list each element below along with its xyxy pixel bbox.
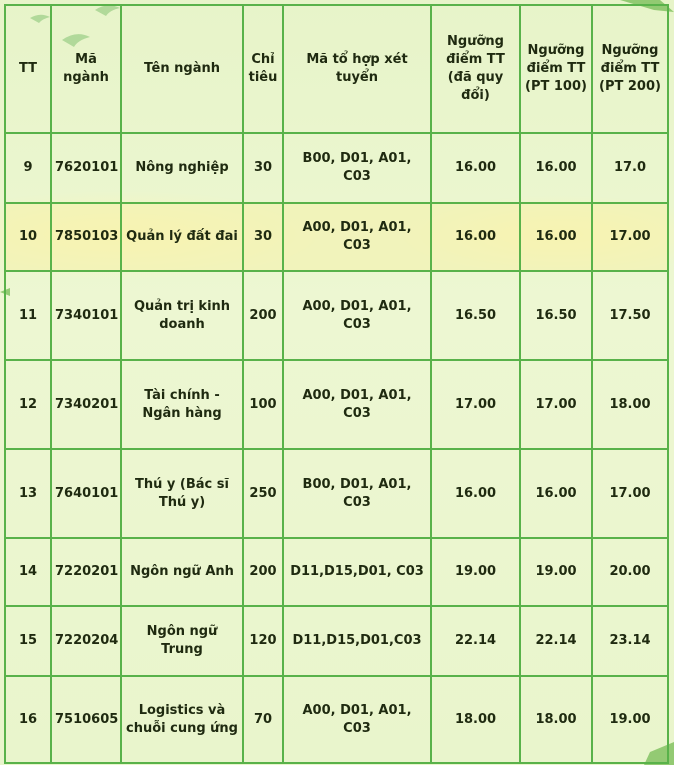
cell-nguong-pt200: 20.00 bbox=[592, 538, 668, 606]
cell-ten-nganh: Logistics và chuỗi cung ứng bbox=[121, 676, 243, 763]
cell-chi-tieu: 200 bbox=[243, 538, 283, 606]
cell-nguong-quy-doi: 16.00 bbox=[431, 449, 520, 538]
cell-chi-tieu: 30 bbox=[243, 203, 283, 271]
cell-ma-nganh: 7220204 bbox=[51, 606, 121, 676]
table-row bbox=[5, 449, 668, 538]
cell-nguong-pt200: 19.00 bbox=[592, 676, 668, 763]
cell-nguong-pt100: 16.50 bbox=[520, 271, 592, 360]
cell-ma-nganh: 7620101 bbox=[51, 133, 121, 203]
admission-threshold-table bbox=[4, 4, 669, 764]
col-header-ma-nganh: Mã ngành bbox=[51, 5, 121, 133]
cell-ma-nganh: 7220201 bbox=[51, 538, 121, 606]
cell-nguong-pt200: 17.0 bbox=[592, 133, 668, 203]
table-row bbox=[5, 606, 668, 676]
cell-ten-nganh: Ngôn ngữ Trung bbox=[121, 606, 243, 676]
cell-ma-nganh: 7640101 bbox=[51, 449, 121, 538]
cell-nguong-quy-doi: 22.14 bbox=[431, 606, 520, 676]
cell-tt: 10 bbox=[5, 203, 51, 271]
table-row bbox=[5, 538, 668, 606]
cell-nguong-pt100: 16.00 bbox=[520, 203, 592, 271]
cell-to-hop: A00, D01, A01, C03 bbox=[283, 676, 431, 763]
cell-ten-nganh: Tài chính - Ngân hàng bbox=[121, 360, 243, 449]
cell-nguong-pt200: 23.14 bbox=[592, 606, 668, 676]
table-header-row bbox=[5, 5, 668, 133]
cell-nguong-quy-doi: 19.00 bbox=[431, 538, 520, 606]
col-header-to-hop: Mã tổ hợp xét tuyển bbox=[283, 5, 431, 133]
table-row bbox=[5, 271, 668, 360]
cell-nguong-quy-doi: 18.00 bbox=[431, 676, 520, 763]
cell-chi-tieu: 120 bbox=[243, 606, 283, 676]
cell-ten-nganh: Quản lý đất đai bbox=[121, 203, 243, 271]
cell-to-hop: A00, D01, A01, C03 bbox=[283, 271, 431, 360]
col-header-ten-nganh: Tên ngành bbox=[121, 5, 243, 133]
cell-to-hop: D11,D15,D01, C03 bbox=[283, 538, 431, 606]
cell-nguong-pt100: 18.00 bbox=[520, 676, 592, 763]
cell-chi-tieu: 250 bbox=[243, 449, 283, 538]
cell-ten-nganh: Quản trị kinh doanh bbox=[121, 271, 243, 360]
cell-nguong-pt100: 16.00 bbox=[520, 133, 592, 203]
cell-tt: 11 bbox=[5, 271, 51, 360]
cell-chi-tieu: 70 bbox=[243, 676, 283, 763]
cell-nguong-pt100: 22.14 bbox=[520, 606, 592, 676]
cell-ma-nganh: 7510605 bbox=[51, 676, 121, 763]
col-header-nguong-pt200: Ngưỡng điểm TT (PT 200) bbox=[592, 5, 668, 133]
table-row bbox=[5, 360, 668, 449]
cell-tt: 15 bbox=[5, 606, 51, 676]
cell-ma-nganh: 7340201 bbox=[51, 360, 121, 449]
col-header-nguong-quy-doi: Ngưỡng điểm TT (đã quy đổi) bbox=[431, 5, 520, 133]
cell-nguong-pt100: 17.00 bbox=[520, 360, 592, 449]
cell-ma-nganh: 7850103 bbox=[51, 203, 121, 271]
col-header-chi-tieu: Chỉ tiêu bbox=[243, 5, 283, 133]
cell-chi-tieu: 30 bbox=[243, 133, 283, 203]
cell-ten-nganh: Nông nghiệp bbox=[121, 133, 243, 203]
cell-nguong-pt200: 17.50 bbox=[592, 271, 668, 360]
cell-nguong-pt200: 17.00 bbox=[592, 449, 668, 538]
cell-nguong-quy-doi: 16.00 bbox=[431, 133, 520, 203]
cell-nguong-pt200: 17.00 bbox=[592, 203, 668, 271]
cell-tt: 12 bbox=[5, 360, 51, 449]
cell-to-hop: B00, D01, A01, C03 bbox=[283, 449, 431, 538]
table-row bbox=[5, 203, 668, 271]
cell-nguong-quy-doi: 17.00 bbox=[431, 360, 520, 449]
cell-chi-tieu: 200 bbox=[243, 271, 283, 360]
cell-ten-nganh: Thú y (Bác sĩ Thú y) bbox=[121, 449, 243, 538]
col-header-tt: TT bbox=[5, 5, 51, 133]
cell-to-hop: D11,D15,D01,C03 bbox=[283, 606, 431, 676]
cell-chi-tieu: 100 bbox=[243, 360, 283, 449]
cell-nguong-pt100: 19.00 bbox=[520, 538, 592, 606]
cell-nguong-pt100: 16.00 bbox=[520, 449, 592, 538]
cell-ma-nganh: 7340101 bbox=[51, 271, 121, 360]
col-header-nguong-pt100: Ngưỡng điểm TT (PT 100) bbox=[520, 5, 592, 133]
cell-ten-nganh: Ngôn ngữ Anh bbox=[121, 538, 243, 606]
cell-tt: 16 bbox=[5, 676, 51, 763]
cell-nguong-quy-doi: 16.00 bbox=[431, 203, 520, 271]
table-row bbox=[5, 133, 668, 203]
cell-to-hop: A00, D01, A01, C03 bbox=[283, 360, 431, 449]
table-row bbox=[5, 676, 668, 763]
cell-nguong-pt200: 18.00 bbox=[592, 360, 668, 449]
cell-tt: 9 bbox=[5, 133, 51, 203]
cell-to-hop: A00, D01, A01, C03 bbox=[283, 203, 431, 271]
cell-tt: 13 bbox=[5, 449, 51, 538]
cell-tt: 14 bbox=[5, 538, 51, 606]
cell-nguong-quy-doi: 16.50 bbox=[431, 271, 520, 360]
cell-to-hop: B00, D01, A01, C03 bbox=[283, 133, 431, 203]
